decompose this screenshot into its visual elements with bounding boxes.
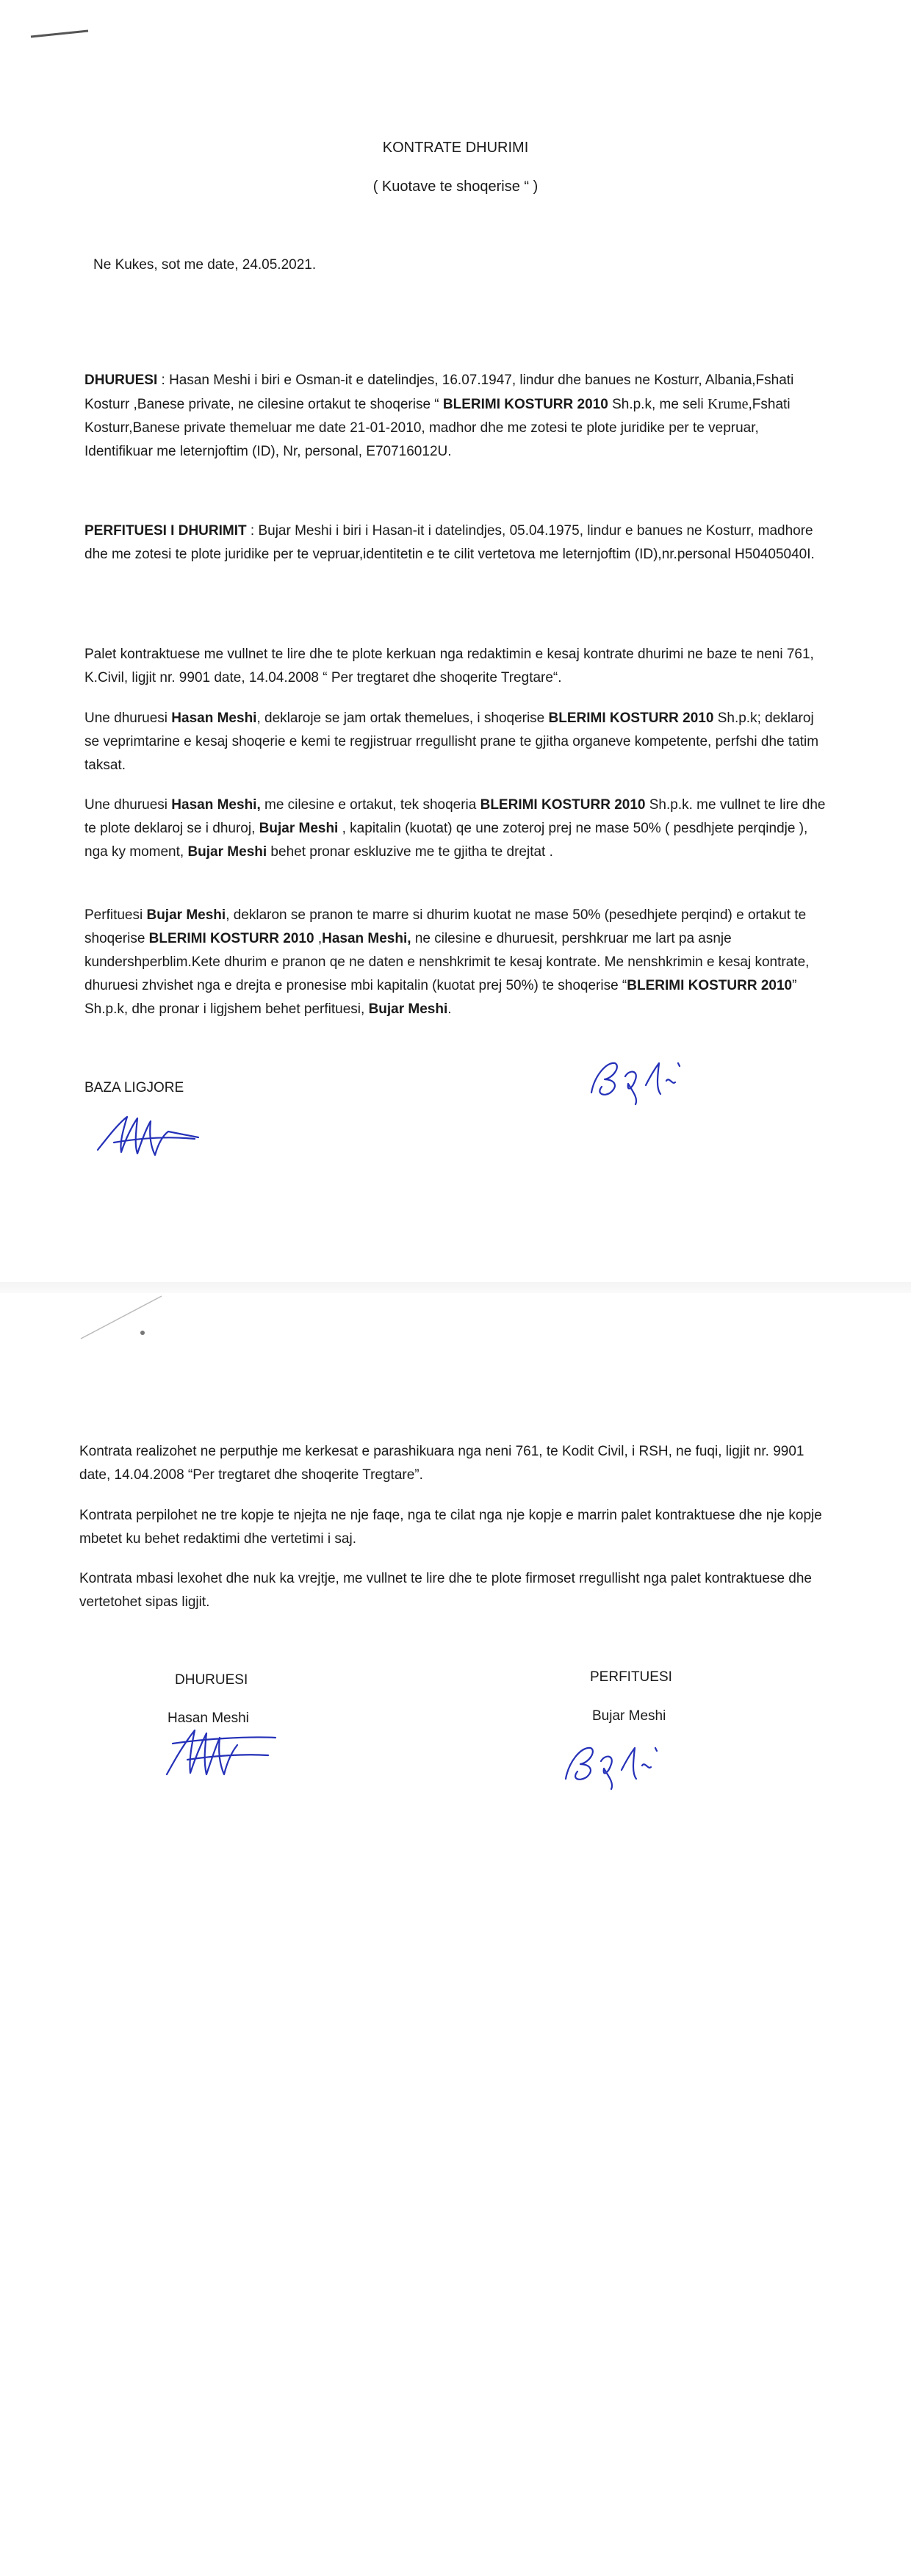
company-name: BLERIMI KOSTURR 2010 [442,397,608,412]
paragraph-donation: Une dhuruesi Hasan Meshi, me cilesine e ortakut, tek shoqeria BLERIMI KOSTURR 2010 Sh.p.k. me vullnet te lire dhe te plote deklaroj se i dhuroj, Bujar Meshi , kapitalin (kuotat) qe une zoteroj prej ne mase 50% ( pesdhjete perqindje ), nga ky moment, Bujar Meshi behet pronar eskluzive me te gjitha te drejtat . [84,797,826,860]
page-separator [0,1282,911,1293]
donor-label: DHURUESI [175,1672,248,1688]
beneficiary-signature-2 [558,1730,683,1793]
scan-mark-diagonal [66,1293,169,1345]
contract-page-1 [0,0,911,1282]
beneficiary-heading: PERFITUESI I DHURIMIT [84,523,247,539]
beneficiary-name: Bujar Meshi [592,1708,666,1724]
contract-subtitle: ( Kuotave te shoqerise “ ) [372,179,539,195]
paragraph-acceptance: Perfituesi Bujar Meshi, deklaron se pranon te marre si dhurim kuotat ne mase 50% (pesedhjete perqind) e ortakut te shoqerise BLERIMI KOSTURR 2010 ,Hasan Meshi, ne cilesine e dhuruesit, pershkruar me lart pa asnje kundershperblim.Kete dhurim e pranon qe ne daten e nenshkrimit te kesaj kontrate. Me nenshkrimin e kesaj kontrate, dhuruesi zhvishet nga e drejta e pronesise mbi kapitalin (kuotat prej 50%) te shoqerise “BLERIMI KOSTURR 2010” Sh.p.k, dhe pronar i ligjshem behet perfituesi, Bujar Meshi. [84,907,810,1017]
contract-title: KONTRATE DHURIMI [382,140,529,156]
donor-heading: DHURUESI [84,373,158,388]
paragraph-legal-request: Palet kontraktuese me vullnet te lire dhe te plote kerkuan nga redaktimin e kesaj kontrate dhurimi ne baze te neni 761, K.Civil, ligjit nr. 9901 date, 14.04.2008 “ Per tregtaret dhe shoqerite Tregtare“. [84,647,814,686]
donor-name: Hasan Meshi [168,1710,249,1726]
paragraph-signing: Kontrata mbasi lexohet dhe nuk ka vrejtje, me vullnet te lire dhe te plote firmoset rregullisht nga palet kontraktuese dhe vertetohet sipas ligjit. [79,1571,812,1610]
company-seat: Krume [707,396,749,412]
paragraph-copies: Kontrata perpilohet ne tre kopje te njejta ne nje faqe, nga te cilat nga nje kopje e marrin palet kontraktuese dhe nje kopje mbetet ku behet redaktimi dhe vertetimi i saj. [79,1508,822,1547]
donor-signature-2 [158,1723,283,1785]
beneficiary-signature-1 [584,1047,694,1109]
paragraph-donor-declaration: Une dhuruesi Hasan Meshi, deklaroje se jam ortak themelues, i shoqerise BLERIMI KOSTURR 2010 Sh.p.k; deklaroj se veprimtarine e kesaj shoqerie e kemi te regjistruar rregullisht prane te gjitha organeve kompetente, perfshi dhe tatim taksat. [84,710,819,773]
beneficiary-section: PERFITUESI I DHURIMIT : Bujar Meshi i biri i Hasan-it i datelindjes, 05.04.1975, lindur e banues ne Kosturr, madhore dhe me zotesi te plote juridike per te vepruar,identitetin e te cilit vertetova me leternjoftim (ID),nr.personal H50405040I. [84,523,815,562]
contract-page-2 [0,1293,911,2576]
scan-mark [29,28,96,43]
donor-signature-1 [92,1109,202,1165]
legal-basis-label: BAZA LIGJORE [84,1080,184,1095]
place-and-date: Ne Kukes, sot me date, 24.05.2021. [93,257,317,273]
beneficiary-label: PERFITUESI [590,1669,672,1685]
donor-section: DHURUESI : Hasan Meshi i biri e Osman-it e datelindjes, 16.07.1947, lindur dhe banues ne Kosturr, Albania,Fshati Kosturr ,Banese private, ne cilesine ortakut te shoqerise “ BLERIMI KOSTURR 2010 Sh.p.k, me seli Krume,Fshati Kosturr,Banese private themeluar me date 21-01-2010, madhor dhe me zotesi te plote juridike per te vepruar, Identifikuar me leternjoftim (ID), Nr, personal, E70716012U. [84,373,794,459]
paragraph-realization: Kontrata realizohet ne perputhje me kerkesat e parashikuara nga neni 761, te Kodit Civil, i RSH, ne fuqi, ligjit nr. 9901 date, 14.04.2008 “Per tregtaret dhe shoqerite Tregtare”. [79,1444,804,1483]
